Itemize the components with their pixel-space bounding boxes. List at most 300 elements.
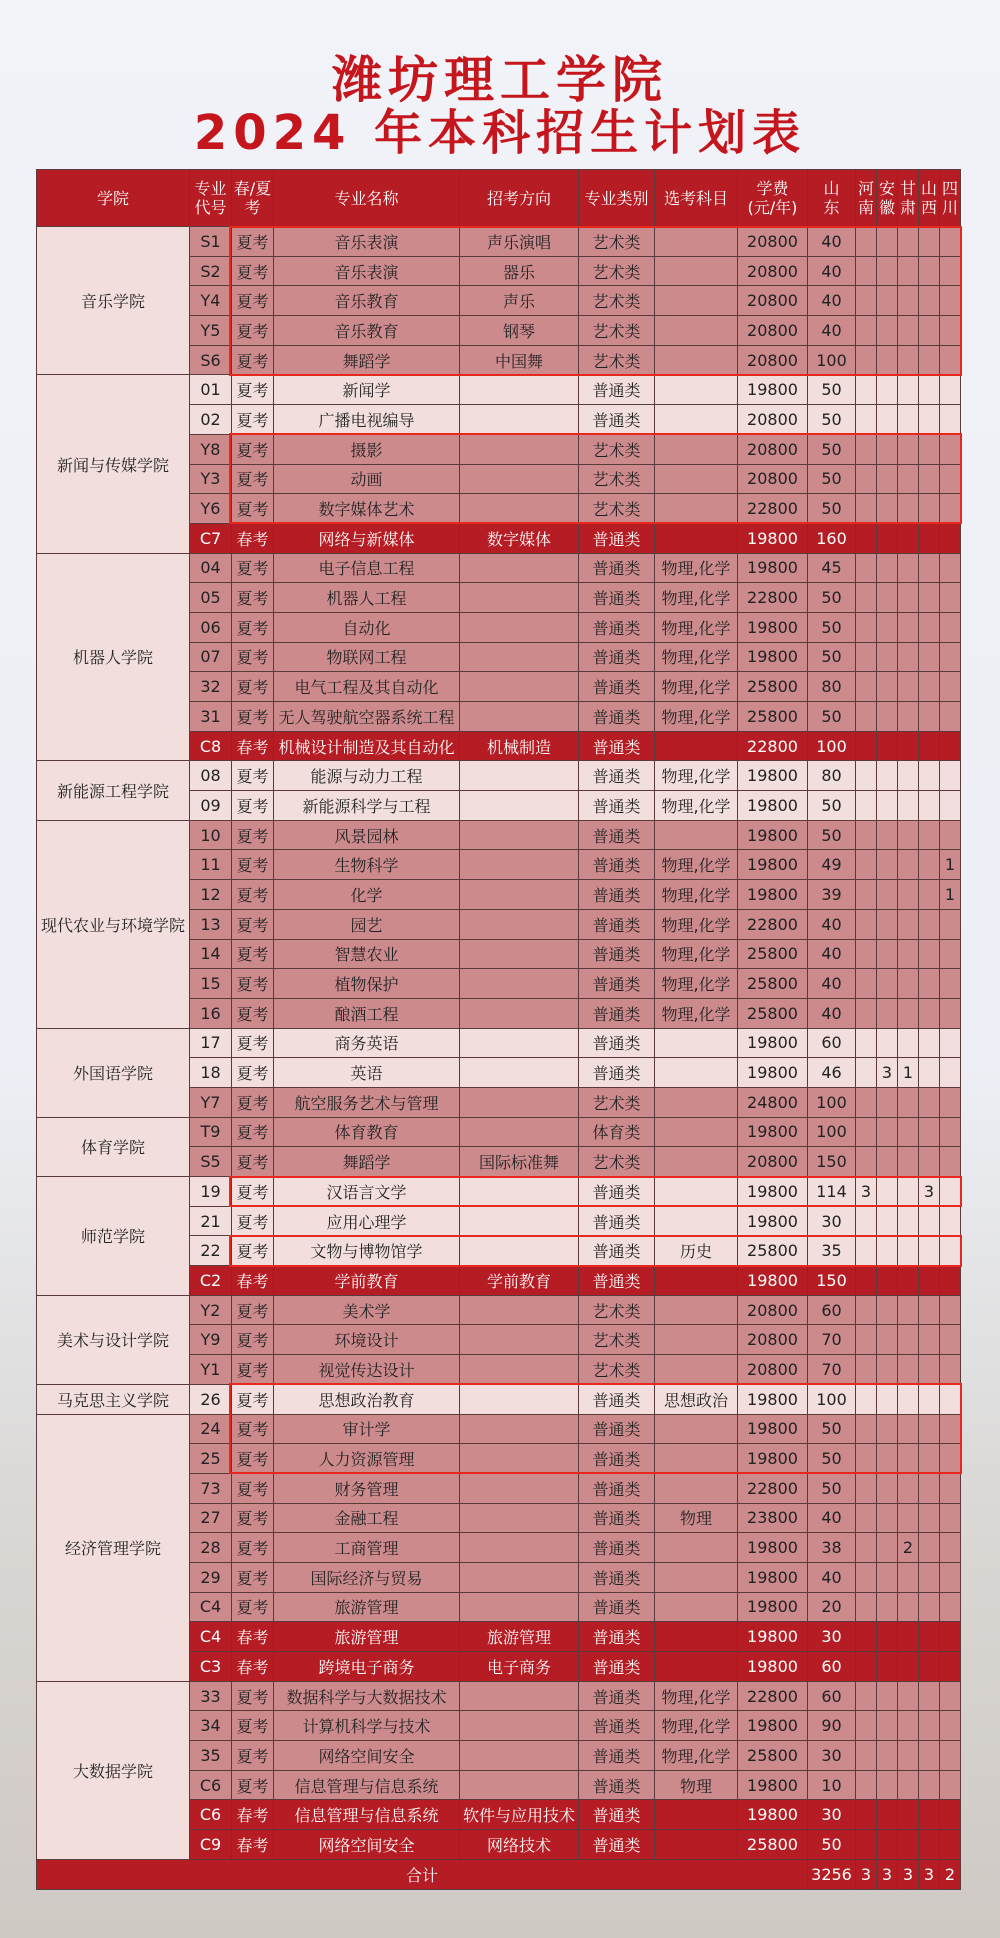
exam-season: 夏考 — [232, 1295, 274, 1325]
quota-henan — [856, 969, 877, 999]
major-code: C3 — [190, 1652, 232, 1682]
exam-season: 夏考 — [232, 820, 274, 850]
quota-shandong: 150 — [808, 1266, 856, 1296]
quota-anhui — [877, 939, 898, 969]
column-header: 专业类别 — [579, 170, 655, 227]
quota-sichuan — [940, 1147, 961, 1177]
quota-sichuan — [940, 909, 961, 939]
quota-shandong: 35 — [808, 1236, 856, 1266]
quota-shandong: 114 — [808, 1177, 856, 1207]
category: 普通类 — [579, 1622, 655, 1652]
quota-henan — [856, 523, 877, 553]
quota-shandong: 30 — [808, 1741, 856, 1771]
category: 普通类 — [579, 1473, 655, 1503]
quota-sichuan — [940, 998, 961, 1028]
major-name: 工商管理 — [274, 1533, 460, 1563]
tuition-fee: 19800 — [738, 791, 808, 821]
table-row — [37, 1117, 961, 1147]
tuition-fee: 19800 — [738, 1444, 808, 1474]
quota-shanxi — [919, 316, 940, 346]
quota-shanxi — [919, 1622, 940, 1652]
major-code: C6 — [190, 1770, 232, 1800]
quota-gansu — [898, 1028, 919, 1058]
direction — [460, 1592, 579, 1622]
category: 普通类 — [579, 1177, 655, 1207]
major-name: 审计学 — [274, 1414, 460, 1444]
column-header: 招考方向 — [460, 170, 579, 227]
tuition-fee: 25800 — [738, 1236, 808, 1266]
exam-season: 夏考 — [232, 1414, 274, 1444]
direction: 学前教育 — [460, 1266, 579, 1296]
quota-henan — [856, 612, 877, 642]
direction: 旅游管理 — [460, 1622, 579, 1652]
elective-subjects — [655, 256, 738, 286]
quota-shandong: 50 — [808, 375, 856, 405]
quota-gansu — [898, 553, 919, 583]
quota-henan — [856, 464, 877, 494]
table-row — [37, 761, 961, 791]
direction — [460, 1117, 579, 1147]
quota-henan — [856, 820, 877, 850]
major-code: 33 — [190, 1681, 232, 1711]
major-code: 17 — [190, 1028, 232, 1058]
quota-anhui — [877, 1236, 898, 1266]
quota-gansu — [898, 523, 919, 553]
quota-henan — [856, 1652, 877, 1682]
quota-gansu — [898, 850, 919, 880]
direction — [460, 672, 579, 702]
quota-shandong: 50 — [808, 1444, 856, 1474]
tuition-fee: 19800 — [738, 1028, 808, 1058]
direction — [460, 1444, 579, 1474]
tuition-fee: 19800 — [738, 880, 808, 910]
elective-subjects — [655, 1473, 738, 1503]
category: 艺术类 — [579, 227, 655, 257]
tuition-fee: 20800 — [738, 405, 808, 435]
quota-sichuan — [940, 494, 961, 524]
college-name: 外国语学院 — [37, 1028, 190, 1117]
exam-season: 夏考 — [232, 1117, 274, 1147]
tuition-fee: 19800 — [738, 761, 808, 791]
tuition-fee: 22800 — [738, 731, 808, 761]
table-row — [37, 1177, 961, 1207]
table-row — [37, 375, 961, 405]
major-name: 植物保护 — [274, 969, 460, 999]
quota-shandong: 70 — [808, 1325, 856, 1355]
category: 艺术类 — [579, 494, 655, 524]
major-code: 04 — [190, 553, 232, 583]
elective-subjects — [655, 1414, 738, 1444]
quota-anhui: 3 — [877, 1058, 898, 1088]
column-header: 四 川 — [940, 170, 961, 227]
tuition-fee: 19800 — [738, 1592, 808, 1622]
quota-anhui — [877, 642, 898, 672]
column-header: 学费 (元/年) — [738, 170, 808, 227]
elective-subjects — [655, 375, 738, 405]
elective-subjects — [655, 820, 738, 850]
quota-shanxi — [919, 1473, 940, 1503]
quota-anhui — [877, 998, 898, 1028]
quota-sichuan — [940, 286, 961, 316]
direction — [460, 1028, 579, 1058]
elective-subjects: 物理,化学 — [655, 939, 738, 969]
major-code: 19 — [190, 1177, 232, 1207]
major-name: 新闻学 — [274, 375, 460, 405]
major-name: 广播电视编导 — [274, 405, 460, 435]
tuition-fee: 19800 — [738, 1177, 808, 1207]
quota-anhui — [877, 731, 898, 761]
major-code: 26 — [190, 1384, 232, 1414]
college-name: 经济管理学院 — [37, 1414, 190, 1681]
quota-shanxi — [919, 1770, 940, 1800]
quota-anhui — [877, 345, 898, 375]
quota-shandong: 50 — [808, 1830, 856, 1860]
college-name: 现代农业与环境学院 — [37, 820, 190, 1028]
quota-henan — [856, 286, 877, 316]
quota-henan — [856, 553, 877, 583]
exam-season: 夏考 — [232, 1177, 274, 1207]
category: 普通类 — [579, 702, 655, 732]
quota-gansu — [898, 1592, 919, 1622]
category: 普通类 — [579, 1711, 655, 1741]
elective-subjects — [655, 1562, 738, 1592]
major-code: 27 — [190, 1503, 232, 1533]
direction — [460, 1770, 579, 1800]
tuition-fee: 19800 — [738, 1562, 808, 1592]
direction: 国际标准舞 — [460, 1147, 579, 1177]
quota-henan — [856, 434, 877, 464]
college-name: 美术与设计学院 — [37, 1295, 190, 1384]
quota-gansu — [898, 1681, 919, 1711]
exam-season: 夏考 — [232, 1028, 274, 1058]
exam-season: 夏考 — [232, 286, 274, 316]
college-name: 大数据学院 — [37, 1681, 190, 1859]
major-code: T9 — [190, 1117, 232, 1147]
elective-subjects — [655, 1058, 738, 1088]
quota-gansu — [898, 1503, 919, 1533]
quota-shanxi — [919, 1503, 940, 1533]
quota-shanxi — [919, 434, 940, 464]
quota-shandong: 30 — [808, 1206, 856, 1236]
quota-sichuan — [940, 1117, 961, 1147]
tuition-fee: 20800 — [738, 1147, 808, 1177]
category: 普通类 — [579, 1266, 655, 1296]
elective-subjects — [655, 434, 738, 464]
quota-shanxi — [919, 939, 940, 969]
major-name: 应用心理学 — [274, 1206, 460, 1236]
quota-anhui — [877, 1711, 898, 1741]
exam-season: 夏考 — [232, 969, 274, 999]
quota-shanxi — [919, 1384, 940, 1414]
exam-season: 夏考 — [232, 642, 274, 672]
direction — [460, 1533, 579, 1563]
tuition-fee: 22800 — [738, 1681, 808, 1711]
tuition-fee: 20800 — [738, 256, 808, 286]
quota-shanxi — [919, 998, 940, 1028]
quota-henan — [856, 761, 877, 791]
quota-shanxi — [919, 642, 940, 672]
exam-season: 夏考 — [232, 998, 274, 1028]
tuition-fee: 19800 — [738, 1058, 808, 1088]
quota-gansu — [898, 464, 919, 494]
quota-shandong: 40 — [808, 969, 856, 999]
quota-shandong: 40 — [808, 1562, 856, 1592]
quota-shanxi — [919, 909, 940, 939]
category: 普通类 — [579, 791, 655, 821]
quota-gansu — [898, 939, 919, 969]
major-name: 电子信息工程 — [274, 553, 460, 583]
quota-henan — [856, 1295, 877, 1325]
direction: 网络技术 — [460, 1830, 579, 1860]
major-name: 自动化 — [274, 612, 460, 642]
major-name: 化学 — [274, 880, 460, 910]
major-code: C9 — [190, 1830, 232, 1860]
major-code: C6 — [190, 1800, 232, 1830]
column-header: 河 南 — [856, 170, 877, 227]
quota-anhui — [877, 1503, 898, 1533]
elective-subjects — [655, 1087, 738, 1117]
quota-gansu — [898, 375, 919, 405]
quota-sichuan — [940, 316, 961, 346]
quota-shandong: 49 — [808, 850, 856, 880]
major-code: 29 — [190, 1562, 232, 1592]
quota-sichuan — [940, 791, 961, 821]
major-name: 物联网工程 — [274, 642, 460, 672]
major-code: 31 — [190, 702, 232, 732]
direction: 声乐演唱 — [460, 227, 579, 257]
quota-gansu — [898, 256, 919, 286]
quota-shandong: 80 — [808, 761, 856, 791]
quota-henan — [856, 256, 877, 286]
quota-shandong: 30 — [808, 1622, 856, 1652]
quota-anhui — [877, 434, 898, 464]
quota-shanxi — [919, 1414, 940, 1444]
elective-subjects — [655, 494, 738, 524]
quota-gansu — [898, 1622, 919, 1652]
quota-henan — [856, 1414, 877, 1444]
major-code: 18 — [190, 1058, 232, 1088]
quota-gansu — [898, 1355, 919, 1385]
direction — [460, 642, 579, 672]
quota-shanxi — [919, 820, 940, 850]
quota-shandong: 40 — [808, 227, 856, 257]
direction — [460, 494, 579, 524]
quota-henan — [856, 345, 877, 375]
column-header: 选考科目 — [655, 170, 738, 227]
exam-season: 夏考 — [232, 375, 274, 405]
exam-season: 夏考 — [232, 1355, 274, 1385]
major-name: 能源与动力工程 — [274, 761, 460, 791]
major-name: 汉语言文学 — [274, 1177, 460, 1207]
quota-shanxi — [919, 464, 940, 494]
quota-anhui — [877, 405, 898, 435]
tuition-fee: 25800 — [738, 1830, 808, 1860]
quota-sichuan — [940, 375, 961, 405]
exam-season: 春考 — [232, 1830, 274, 1860]
quota-shandong: 100 — [808, 731, 856, 761]
elective-subjects — [655, 1266, 738, 1296]
quota-gansu — [898, 880, 919, 910]
major-code: C2 — [190, 1266, 232, 1296]
elective-subjects — [655, 1028, 738, 1058]
tuition-fee: 25800 — [738, 1741, 808, 1771]
tuition-fee: 19800 — [738, 1652, 808, 1682]
quota-henan — [856, 227, 877, 257]
quota-henan — [856, 494, 877, 524]
quota-shanxi — [919, 761, 940, 791]
major-code: Y4 — [190, 286, 232, 316]
major-name: 机械设计制造及其自动化 — [274, 731, 460, 761]
category: 普通类 — [579, 880, 655, 910]
category: 普通类 — [579, 1770, 655, 1800]
quota-shanxi — [919, 345, 940, 375]
tuition-fee: 19800 — [738, 1206, 808, 1236]
quota-shanxi: 3 — [919, 1177, 940, 1207]
direction — [460, 434, 579, 464]
quota-anhui — [877, 1117, 898, 1147]
category: 体育类 — [579, 1117, 655, 1147]
quota-gansu — [898, 1741, 919, 1771]
quota-sichuan — [940, 1236, 961, 1266]
quota-shandong: 40 — [808, 286, 856, 316]
quota-sichuan — [940, 1295, 961, 1325]
major-code: 05 — [190, 583, 232, 613]
major-code: Y8 — [190, 434, 232, 464]
total-quota-gs: 3 — [898, 1859, 919, 1889]
quota-anhui — [877, 1028, 898, 1058]
exam-season: 夏考 — [232, 1533, 274, 1563]
quota-shandong: 100 — [808, 1087, 856, 1117]
exam-season: 夏考 — [232, 345, 274, 375]
elective-subjects: 物理,化学 — [655, 969, 738, 999]
major-name: 音乐教育 — [274, 286, 460, 316]
quota-gansu — [898, 1562, 919, 1592]
quota-shanxi — [919, 1741, 940, 1771]
quota-anhui — [877, 1414, 898, 1444]
quota-henan — [856, 1355, 877, 1385]
category: 艺术类 — [579, 1295, 655, 1325]
quota-shandong: 160 — [808, 523, 856, 553]
quota-sichuan — [940, 1681, 961, 1711]
direction — [460, 1087, 579, 1117]
category: 普通类 — [579, 1444, 655, 1474]
tuition-fee: 22800 — [738, 494, 808, 524]
quota-shanxi — [919, 1355, 940, 1385]
exam-season: 夏考 — [232, 405, 274, 435]
quota-shandong: 60 — [808, 1652, 856, 1682]
column-header: 安 徽 — [877, 170, 898, 227]
quota-sichuan — [940, 612, 961, 642]
table-row — [37, 1028, 961, 1058]
exam-season: 夏考 — [232, 316, 274, 346]
total-quota-hn: 3 — [856, 1859, 877, 1889]
quota-anhui — [877, 1592, 898, 1622]
quota-gansu — [898, 345, 919, 375]
major-name: 旅游管理 — [274, 1622, 460, 1652]
college-name: 体育学院 — [37, 1117, 190, 1176]
quota-sichuan — [940, 464, 961, 494]
major-code: 32 — [190, 672, 232, 702]
elective-subjects — [655, 227, 738, 257]
tuition-fee: 23800 — [738, 1503, 808, 1533]
major-code: 14 — [190, 939, 232, 969]
total-row — [37, 1859, 961, 1889]
quota-gansu — [898, 1473, 919, 1503]
quota-sichuan — [940, 939, 961, 969]
quota-sichuan — [940, 345, 961, 375]
category: 艺术类 — [579, 256, 655, 286]
quota-henan — [856, 731, 877, 761]
quota-anhui — [877, 672, 898, 702]
major-code: 16 — [190, 998, 232, 1028]
quota-sichuan — [940, 583, 961, 613]
elective-subjects — [655, 1652, 738, 1682]
quota-gansu — [898, 227, 919, 257]
major-code: Y7 — [190, 1087, 232, 1117]
exam-season: 夏考 — [232, 791, 274, 821]
quota-henan — [856, 1592, 877, 1622]
direction — [460, 761, 579, 791]
major-code: S5 — [190, 1147, 232, 1177]
quota-shanxi — [919, 672, 940, 702]
major-name: 视觉传达设计 — [274, 1355, 460, 1385]
exam-season: 夏考 — [232, 494, 274, 524]
quota-henan — [856, 1711, 877, 1741]
elective-subjects: 物理,化学 — [655, 909, 738, 939]
category: 普通类 — [579, 405, 655, 435]
tuition-fee: 19800 — [738, 642, 808, 672]
quota-henan — [856, 1384, 877, 1414]
major-name: 学前教育 — [274, 1266, 460, 1296]
quota-henan — [856, 1058, 877, 1088]
major-code: 06 — [190, 612, 232, 642]
quota-anhui — [877, 316, 898, 346]
major-code: 24 — [190, 1414, 232, 1444]
exam-season: 夏考 — [232, 1058, 274, 1088]
quota-gansu — [898, 1384, 919, 1414]
quota-shanxi — [919, 1206, 940, 1236]
quota-henan — [856, 375, 877, 405]
major-code: 09 — [190, 791, 232, 821]
major-code: 21 — [190, 1206, 232, 1236]
elective-subjects: 物理,化学 — [655, 612, 738, 642]
quota-gansu: 1 — [898, 1058, 919, 1088]
elective-subjects: 历史 — [655, 1236, 738, 1266]
category: 普通类 — [579, 820, 655, 850]
quota-henan — [856, 1770, 877, 1800]
elective-subjects — [655, 1295, 738, 1325]
quota-gansu — [898, 791, 919, 821]
quota-henan — [856, 405, 877, 435]
major-code: 10 — [190, 820, 232, 850]
quota-shandong: 60 — [808, 1295, 856, 1325]
major-name: 生物科学 — [274, 850, 460, 880]
quota-sichuan — [940, 1770, 961, 1800]
total-quota-sc: 2 — [940, 1859, 961, 1889]
elective-subjects — [655, 1325, 738, 1355]
college-name: 新能源工程学院 — [37, 761, 190, 820]
major-code: C7 — [190, 523, 232, 553]
quota-shanxi — [919, 731, 940, 761]
exam-season: 夏考 — [232, 850, 274, 880]
quota-shandong: 40 — [808, 939, 856, 969]
quota-anhui — [877, 1473, 898, 1503]
quota-gansu — [898, 494, 919, 524]
category: 普通类 — [579, 1592, 655, 1622]
major-name: 智慧农业 — [274, 939, 460, 969]
exam-season: 春考 — [232, 1622, 274, 1652]
exam-season: 夏考 — [232, 1503, 274, 1533]
